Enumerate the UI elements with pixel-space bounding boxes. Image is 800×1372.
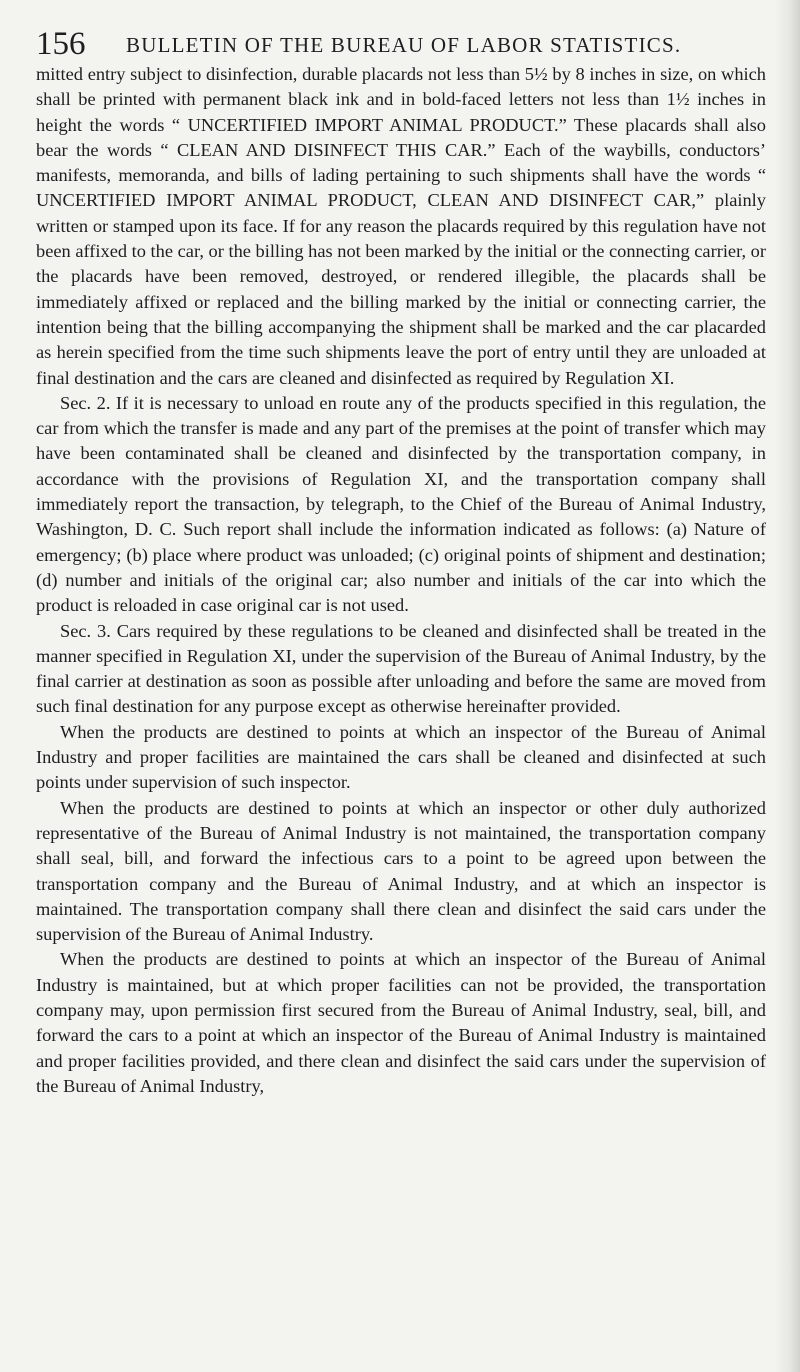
running-head: BULLETIN OF THE BUREAU OF LABOR STATISTICS.: [126, 33, 682, 57]
paragraph-no-facilities: When the products are destined to points at which an inspector of the Bureau of Animal Industry is maintained, but at which proper facilities can not be provided, the transportation company may, upon permission first secured from the Bureau of Animal Industry, seal, bill, and forward the cars to a point at which an inspector of the Bureau of Animal Industry is maintained and proper facilities provided, and there clean and disinfect the said cars under the supervision of the Bureau of Animal Industry,: [36, 949, 766, 1096]
paragraph-sec-3: Sec. 3. Cars required by these regulations to be cleaned and disinfected shall be treated in the manner specified in Regulation XI, under the supervision of the Bureau of Animal Industry, by the final carrier at destination as soon as possible after unloading and before the same are moved from such final destination for any purpose except as otherwise hereinafter provided.: [36, 620, 766, 717]
paragraph-no-inspector: When the products are destined to points at which an inspector or other duly authorized representative of the Bureau of Animal Industry is not maintained, the transportation company shall seal, bill, and forward the infectious cars to a point to be agreed upon between the transportation company and the Bureau of Animal Industry, and at which an inspector is maintained. The transportation company shall there clean and disinfect the said cars under the supervision of the Bureau of Animal Industry.: [36, 797, 766, 945]
page-edge-shadow: [774, 0, 800, 1372]
page-number: 156: [36, 26, 86, 62]
paragraph-inspector-facilities: When the products are destined to points at which an inspector of the Bureau of Animal Industry and proper facilities are maintained the cars shall be cleaned and disinfected at such points under supervision of such inspector.: [36, 721, 766, 793]
body-text: [36, 62, 766, 1099]
paragraph-continuation: mitted entry subject to disinfection, durable placards not less than 5½ by 8 inches in size, on which shall be printed with permanent black ink and in bold-faced letters not less than 1½ inches in height the words “ UNCERTIFIED IMPORT ANIMAL PRODUCT.” These placards shall also bear the words “ CLEAN AND DISINFECT THIS CAR.” Each of the waybills, conductors’ manifests, memoranda, and bills of lading pertaining to such shipments shall have the words “ UNCERTIFIED IMPORT ANIMAL PRODUCT, CLEAN AND DISINFECT CAR,” plainly written or stamped upon its face. If for any reason the placards required by this regulation have not been affixed to the car, or the billing has not been marked by the initial or the connecting carrier, or the placards have been removed, destroyed, or rendered illegible, the placards shall be immediately affixed or replaced and the billing marked by the initial or connecting carrier, the intention being that the billing accompanying the shipment shall be marked and the car placarded as herein specified from the time such shipments leave the port of entry until they are unloaded at final destination and the cars are cleaned and disinfected as required by Regulation XI.: [36, 64, 766, 388]
paragraph-sec-2: Sec. 2. If it is necessary to unload en route any of the products specified in this regulation, the car from which the transfer is made and any part of the premises at the point of transfer which may have been contaminated shall be cleaned and disinfected by the transportation company, in accordance with the provisions of Regulation XI, and the transportation company shall immediately report the transaction, by telegraph, to the Chief of the Bureau of Animal Industry, Washington, D. C. Such report shall include the information indicated as follows: (a) Nature of emergency; (b) place where product was unloaded; (c) original points of shipment and destination; (d) number and initials of the original car; also number and initials of the car into which the product is reloaded in case original car is not used.: [36, 392, 766, 616]
